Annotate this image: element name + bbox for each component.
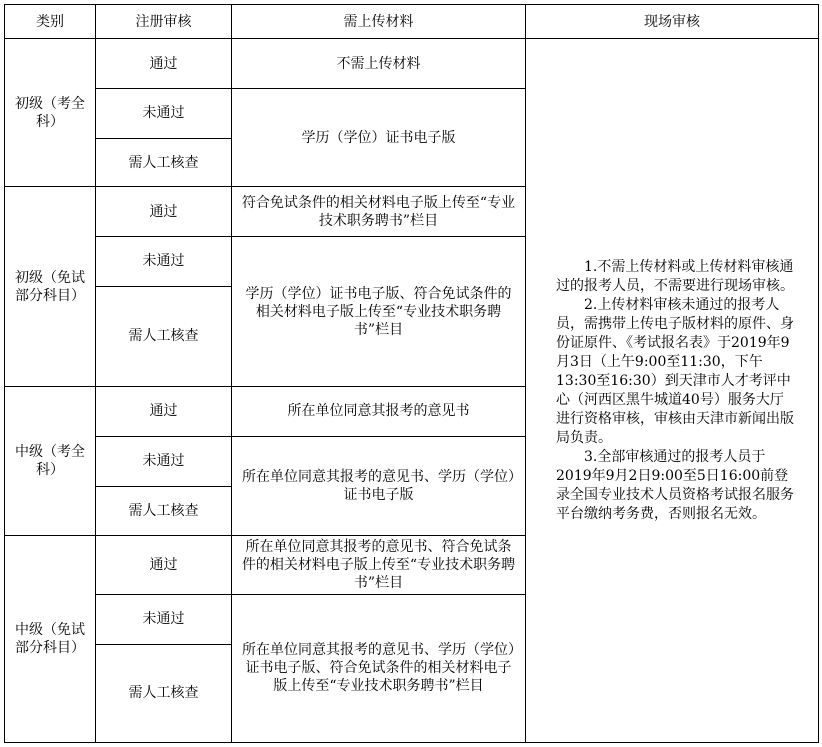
review-status-cell: 通过 — [96, 387, 232, 437]
review-status-cell: 未通过 — [96, 436, 232, 486]
exam-review-table — [4, 4, 819, 743]
material-cell: 所在单位同意其报考的意见书 — [232, 387, 526, 437]
material-cell: 学历（学位）证书电子版、符合免试条件的相关材料电子版上传至“专业技术职务聘书”栏目 — [232, 237, 526, 387]
onsite-note: 2.上传材料审核未通过的报考人员，需携带上传电子版材料的原件、身份证原件、《考试报名表》于2019年9月3日（上午9:00至11:30，下午13:30至16:30）到天津市人才考评中心（河西区黑牛城道40号）服务大厅进行资格审核，审核由天津市新闻出版局负责。 — [556, 296, 794, 446]
onsite-review-notes — [526, 39, 819, 743]
category-cell: 中级（考全科） — [5, 387, 96, 536]
material-cell: 所在单位同意其报考的意见书、学历（学位）证书电子版 — [232, 436, 526, 535]
review-status-cell: 通过 — [96, 536, 232, 595]
review-status-cell: 需人工核查 — [96, 286, 232, 386]
review-status-cell: 需人工核查 — [96, 486, 232, 536]
material-cell: 符合免试条件的相关材料电子版上传至“专业技术职务聘书”栏目 — [232, 187, 526, 237]
review-status-cell: 未通过 — [96, 89, 232, 139]
header-category: 类别 — [5, 5, 96, 39]
review-status-cell: 通过 — [96, 187, 232, 237]
header-onsite-review: 现场审核 — [526, 5, 819, 39]
material-cell: 所在单位同意其报考的意见书、符合免试条件的相关材料电子版上传至“专业技术职务聘书”栏目 — [232, 536, 526, 595]
material-cell: 不需上传材料 — [232, 39, 526, 89]
review-status-cell: 未通过 — [96, 594, 232, 644]
header-row — [5, 5, 819, 39]
category-cell: 中级（免试部分科目） — [5, 536, 96, 743]
category-cell: 初级（考全科） — [5, 39, 96, 187]
header-required-materials: 需上传材料 — [232, 5, 526, 39]
material-cell: 所在单位同意其报考的意见书、学历（学位）证书电子版、符合免试条件的相关材料电子版上传至“专业技术职务聘书”栏目 — [232, 594, 526, 742]
category-cell: 初级（免试部分科目） — [5, 187, 96, 387]
review-status-cell: 未通过 — [96, 237, 232, 287]
onsite-note: 3.全部审核通过的报考人员于2019年9月2日9:00至5日16:00前登录全国专业技术人员资格考试报名服务平台缴纳考务费，否则报名无效。 — [556, 448, 794, 522]
material-cell: 学历（学位）证书电子版 — [232, 89, 526, 187]
review-status-cell: 通过 — [96, 39, 232, 89]
table-row — [5, 39, 819, 89]
review-status-cell: 需人工核查 — [96, 138, 232, 187]
header-registration-review: 注册审核 — [96, 5, 232, 39]
review-status-cell: 需人工核查 — [96, 644, 232, 742]
onsite-note: 1.不需上传材料或上传材料审核通过的报考人员，不需要进行现场审核。 — [556, 258, 794, 294]
